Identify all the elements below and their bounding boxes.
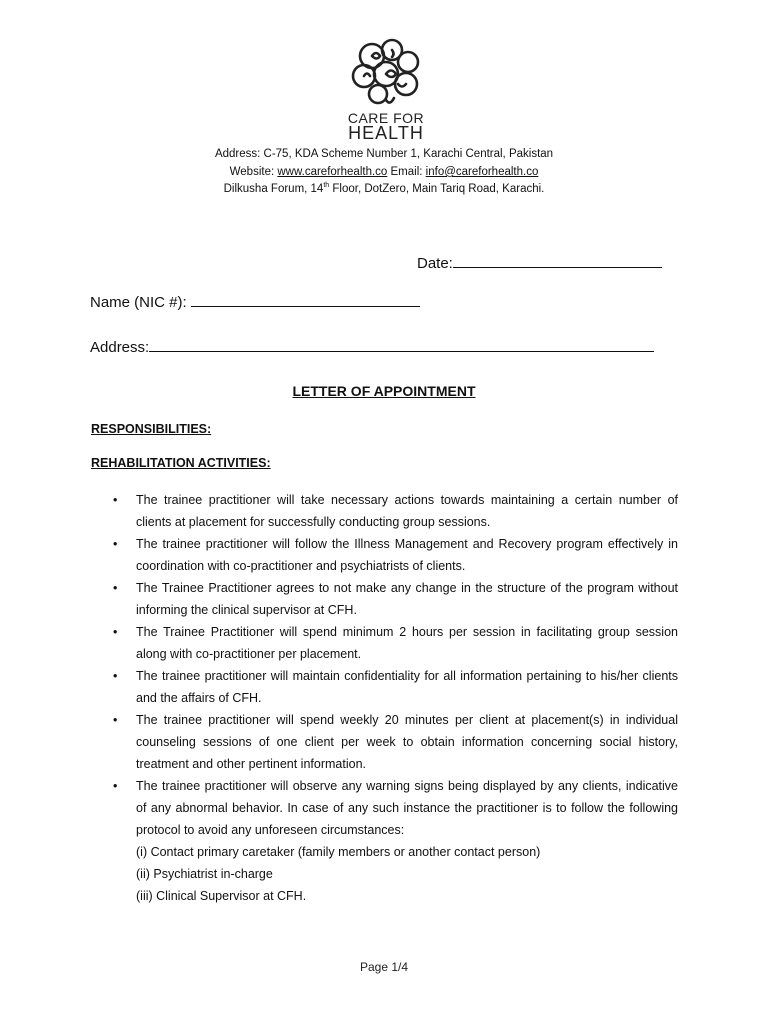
list-item-text: The Trainee Practitioner will spend minimum 2 hours per session in facilitating group session along with co-practitioner per placement.	[136, 625, 678, 661]
logo-text-care-for: CARE FOR	[347, 110, 425, 126]
name-nic-label: Name (NIC #):	[90, 294, 187, 311]
org-address: Address: C-75, KDA Scheme Number 1, Karachi Central, Pakistan	[214, 148, 554, 160]
list-item-text: The trainee practitioner will take necessary actions towards maintaining a certain number of clients at placement for successfully conducting group sessions.	[136, 493, 678, 529]
brain-logo-icon	[350, 38, 422, 108]
bullet-marker: •	[113, 779, 118, 793]
branch-text-post: Floor, DotZero, Main Tariq Road, Karachi.	[329, 183, 545, 195]
list-item-text: The trainee practitioner will spend weekly 20 minutes per client at placement(s) in individual counseling sessions of one client per week to obtain information concerning social history, treatment and other pertinent information.	[136, 713, 678, 771]
letter-title: LETTER OF APPOINTMENT	[292, 383, 476, 399]
branch-text-pre: Dilkusha Forum, 14	[223, 183, 324, 195]
address-label: Address:	[90, 339, 150, 356]
bullet-marker: •	[113, 669, 118, 683]
address-blank-line[interactable]	[149, 337, 654, 352]
contact-line	[0, 163, 768, 181]
bullet-marker: •	[113, 581, 118, 595]
list-item-text: The trainee practitioner will follow the Illness Management and Recovery program effectively in coordination with co-practitioner and psychiatrists of clients.	[136, 537, 678, 573]
name-nic-field	[90, 292, 420, 313]
list-item	[91, 621, 678, 665]
list-item-text: The trainee practitioner will observe any warning signs being displayed by any clients, indicative of any abnormal behavior. In case of any such instance the practitioner is to follow the following protocol to avoid any unforeseen circumstances:	[136, 779, 678, 837]
protocol-step: (i) Contact primary caretaker (family members or another contact person)	[136, 845, 541, 859]
list-item	[91, 489, 678, 533]
branch-address	[0, 180, 768, 198]
care-for-health-logo	[338, 38, 434, 144]
list-item-text: The Trainee Practitioner agrees to not make any change in the structure of the program without informing the clinical supervisor at CFH.	[136, 581, 678, 617]
list-item	[91, 577, 678, 621]
responsibilities-list	[91, 489, 678, 907]
email-label: Email:	[390, 166, 423, 178]
list-item-text: The trainee practitioner will maintain confidentiality for all information pertaining to his/her clients and the affairs of CFH.	[136, 669, 678, 705]
list-item	[91, 533, 678, 577]
rehab-activities-heading: REHABILITATION ACTIVITIES:	[91, 456, 271, 470]
responsibilities-heading: RESPONSIBILITIES:	[91, 422, 212, 436]
date-blank-line[interactable]	[453, 253, 662, 268]
protocol-step: (iii) Clinical Supervisor at CFH.	[136, 889, 307, 903]
date-field	[417, 253, 662, 274]
bullet-marker: •	[113, 625, 118, 639]
bullet-marker: •	[113, 713, 118, 727]
website-link[interactable]: www.careforhealth.co	[277, 166, 388, 178]
protocol-step: (ii) Psychiatrist in-charge	[136, 867, 273, 881]
bullet-marker: •	[113, 493, 118, 507]
list-item	[91, 665, 678, 709]
bullet-marker: •	[113, 537, 118, 551]
logo-text-health: HEALTH	[348, 123, 424, 143]
list-item	[91, 709, 678, 775]
list-item	[91, 775, 678, 907]
website-label: Website:	[229, 166, 275, 178]
branch-text-sup: th	[323, 182, 330, 190]
page-number: Page 1/4	[359, 960, 409, 974]
email-link[interactable]: info@careforhealth.co	[425, 166, 539, 178]
name-nic-blank-line[interactable]	[191, 292, 420, 307]
date-label: Date:	[417, 255, 453, 272]
address-field	[90, 337, 654, 358]
